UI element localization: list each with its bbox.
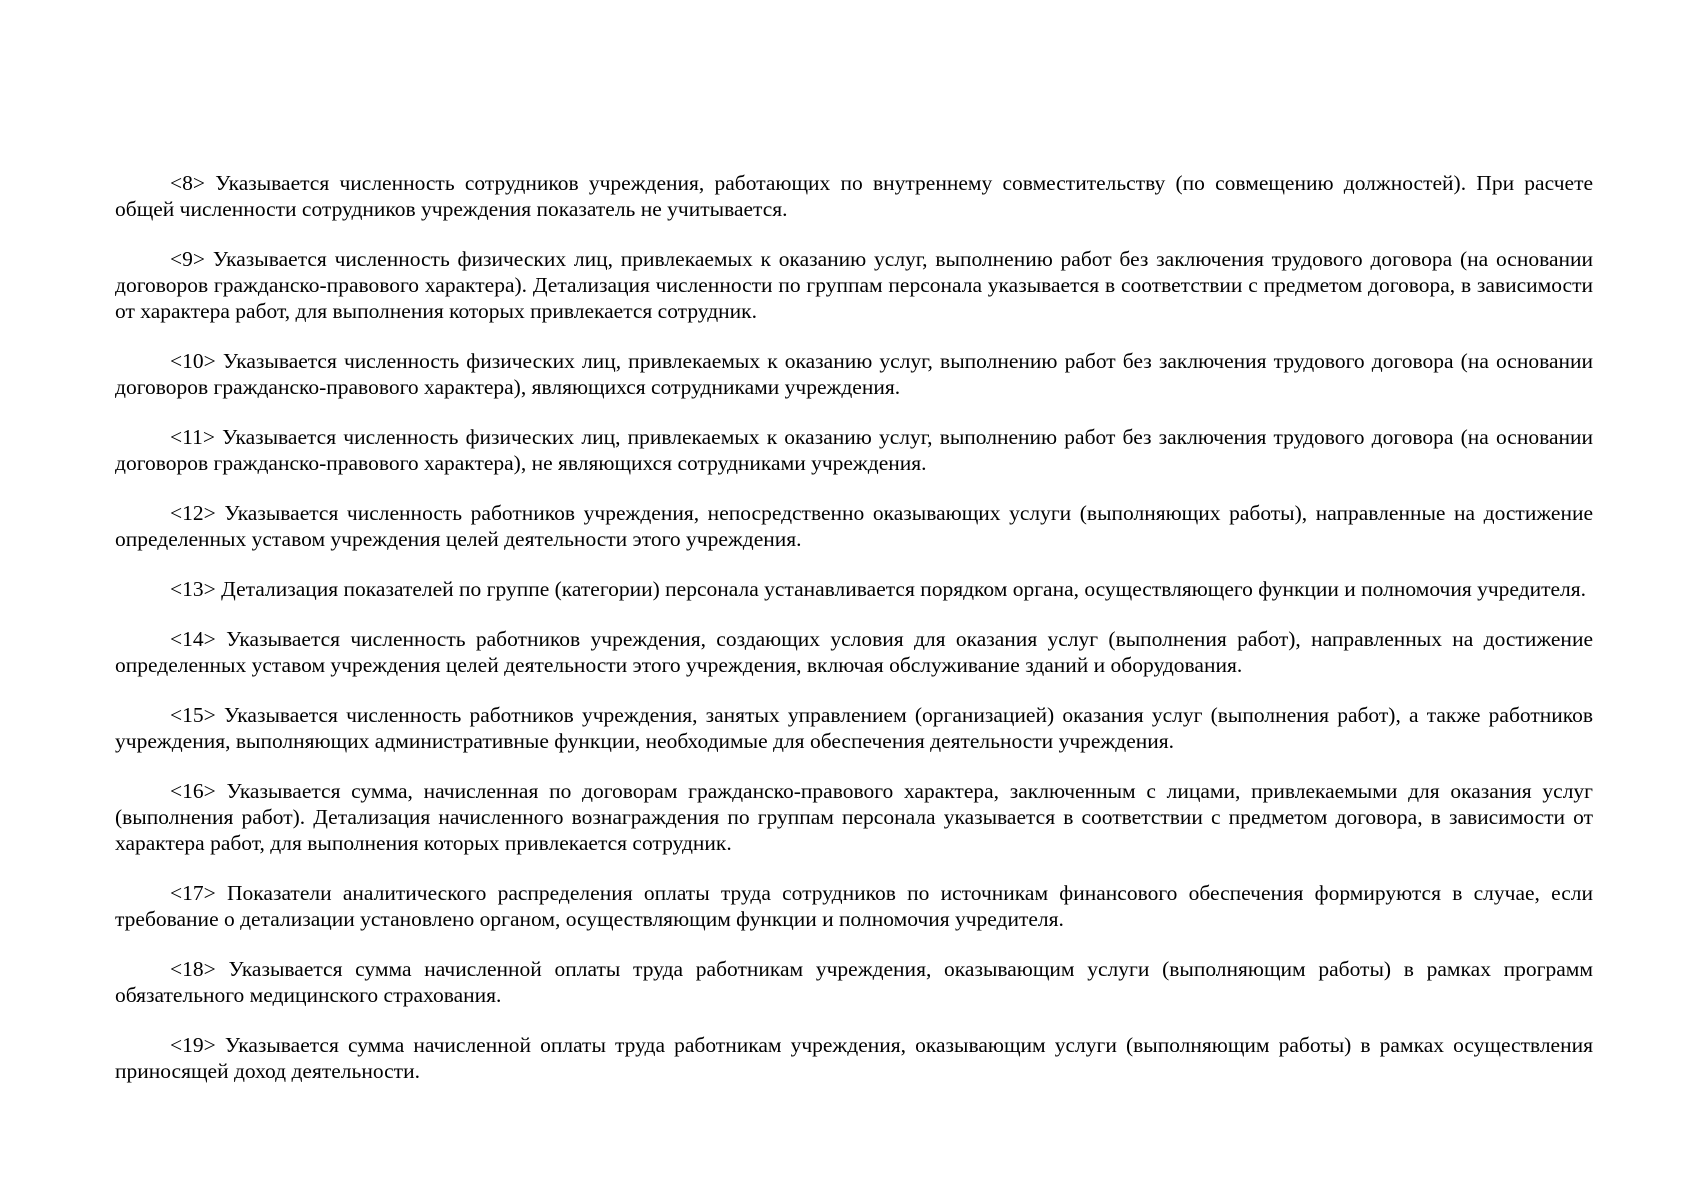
footnote-text: Указывается численность работников учреждения, создающих условия для оказания услуг (выполнения работ), направленных на достижение определенных уставом учреждения целей деятельности этого учреждения, включая обслуживание зданий и оборудования.: [115, 627, 1593, 677]
footnote-text: Показатели аналитического распределения оплаты труда сотрудников по источникам финансового обеспечения формируются в случае, если требование о детализации установлено органом, осуществляющим функции и полномочия учредителя.: [115, 881, 1594, 931]
footnote-text: Указывается сумма начисленной оплаты труда работникам учреждения, оказывающим услуги (выполняющим работы) в рамках осуществления приносящей доход деятельности.: [115, 1033, 1594, 1083]
footnote-marker: <11>: [170, 425, 215, 449]
document-page: [115, 170, 1593, 1108]
footnote-marker: <15>: [170, 703, 216, 727]
footnote-marker: <12>: [170, 501, 216, 525]
footnote-marker: <13>: [170, 577, 216, 601]
footnote-marker: <16>: [170, 779, 216, 803]
footnote-18: [115, 956, 1593, 1008]
footnote-marker: <18>: [170, 957, 216, 981]
footnote-text: Указывается численность работников учреждения, занятых управлением (организацией) оказания услуг (выполнения работ), а также работников учреждения, выполняющих административные функции, необходимые для обеспечения деятельности учреждения.: [115, 703, 1594, 753]
footnote-marker: <9>: [170, 247, 206, 271]
footnote-marker: <14>: [170, 627, 216, 651]
footnote-marker: <8>: [170, 171, 206, 195]
footnote-text: Указывается численность физических лиц, привлекаемых к оказанию услуг, выполнению работ без заключения трудового договора (на основании договоров гражданско-правового характера), являющихся сотрудниками учреждения.: [115, 349, 1594, 399]
footnote-11: [115, 424, 1593, 476]
footnote-19: [115, 1032, 1593, 1084]
footnote-marker: <17>: [170, 881, 216, 905]
footnote-text: Указывается численность физических лиц, привлекаемых к оказанию услуг, выполнению работ без заключения трудового договора (на основании договоров гражданско-правового характера), не являющихся сотрудниками учреждения.: [115, 425, 1594, 475]
footnote-marker: <19>: [170, 1033, 216, 1057]
footnote-8: [115, 170, 1593, 222]
footnote-16: [115, 778, 1593, 856]
footnote-10: [115, 348, 1593, 400]
footnote-13: [115, 576, 1593, 602]
footnote-text: Детализация показателей по группе (категории) персонала устанавливается порядком органа, осуществляющего функции и полномочия учредителя.: [221, 577, 1587, 601]
footnote-12: [115, 500, 1593, 552]
footnote-text: Указывается численность физических лиц, привлекаемых к оказанию услуг, выполнению работ без заключения трудового договора (на основании договоров гражданско-правового характера). Детализация численности по группам персонала указывается в соответствии с предметом договора, в зависимости от характера работ, для выполнения которых привлекается сотрудник.: [115, 247, 1594, 323]
footnote-text: Указывается численность работников учреждения, непосредственно оказывающих услуги (выполняющих работы), направленные на достижение определенных уставом учреждения целей деятельности этого учреждения.: [115, 501, 1594, 551]
footnote-15: [115, 702, 1593, 754]
footnote-text: Указывается численность сотрудников учреждения, работающих по внутреннему совместительству (по совмещению должностей). При расчете общей численности сотрудников учреждения показатель не учитывается.: [115, 171, 1594, 221]
footnote-14: [115, 626, 1593, 678]
footnote-9: [115, 246, 1593, 324]
footnote-marker: <10>: [170, 349, 216, 373]
footnote-text: Указывается сумма, начисленная по договорам гражданско-правового характера, заключенным с лицами, привлекаемыми для оказания услуг (выполнения работ). Детализация начисленного вознаграждения по группам персонала указывается в соответствии с предметом договора, в зависимости от характера работ, для выполнения которых привлекается сотрудник.: [115, 779, 1593, 855]
footnote-17: [115, 880, 1593, 932]
footnote-text: Указывается сумма начисленной оплаты труда работникам учреждения, оказывающим услуги (выполняющим работы) в рамках программ обязательного медицинского страхования.: [115, 957, 1593, 1007]
